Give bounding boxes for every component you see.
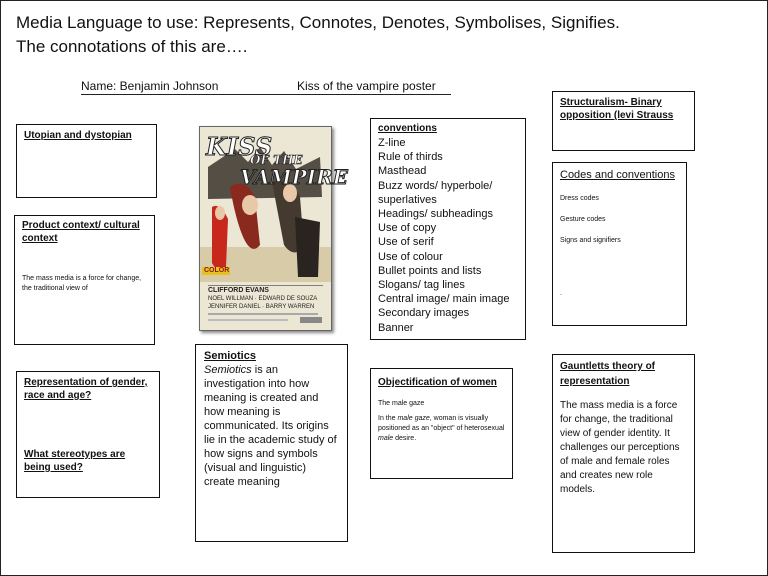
conventions-title: conventions bbox=[378, 123, 437, 134]
conventions-list bbox=[378, 136, 518, 335]
representation-title: Representation of gender, race and age? bbox=[24, 377, 148, 401]
list-item: Buzz words/ hyperbole/ bbox=[378, 179, 493, 192]
poster-credit-2: NOEL WILLMAN · EDWARD DE SOUZA bbox=[208, 296, 318, 302]
codes-dot: . bbox=[560, 290, 562, 297]
poster-credit-3: JENNIFER DANIEL · BARRY WARREN bbox=[208, 304, 315, 310]
kiss-of-the-vampire-poster bbox=[199, 126, 348, 331]
gauntlett-box bbox=[552, 354, 695, 553]
male-gaze-text-part: desire. bbox=[393, 435, 417, 442]
male-emphasis: male bbox=[378, 435, 394, 442]
poster-title: Kiss of the vampire poster bbox=[297, 79, 436, 93]
male-gaze-emphasis: male gaze bbox=[397, 415, 430, 422]
semiotics-definition: is an investigation into how meaning is created and how meaning is communicated. Its origins lie in the academic study of how signs and symbols (visual and linguistic) create meaning bbox=[204, 364, 337, 488]
utopian-title: Utopian and dystopian bbox=[24, 130, 132, 141]
list-item: Headings/ subheadings bbox=[378, 208, 493, 221]
name-line bbox=[81, 79, 451, 95]
gauntlett-title: Gauntletts theory of representation bbox=[560, 361, 656, 387]
list-item: Masthead bbox=[378, 165, 427, 178]
list-item: superlatives bbox=[378, 193, 437, 206]
semiotics-title: Semiotics bbox=[204, 350, 256, 362]
product-context-title: Product context/ cultural context bbox=[22, 220, 140, 244]
structuralism-box bbox=[552, 91, 695, 151]
dress-codes: Dress codes bbox=[560, 195, 599, 202]
objectification-title: Objectification of women bbox=[378, 377, 497, 388]
semiotics-text bbox=[204, 363, 339, 489]
list-item: Z-line bbox=[378, 137, 406, 149]
conventions-box bbox=[370, 118, 526, 340]
codes-title: Codes and conventions bbox=[560, 169, 675, 181]
product-context-box bbox=[14, 215, 155, 345]
poster-title-kiss: KISS bbox=[206, 132, 273, 161]
utopian-box bbox=[16, 124, 157, 198]
male-gaze-label: The male gaze bbox=[378, 400, 425, 407]
gesture-codes: Gesture codes bbox=[560, 216, 606, 223]
male-gaze-text bbox=[378, 414, 505, 444]
stereotypes-question: What stereotypes are being used? bbox=[24, 449, 126, 473]
objectification-box bbox=[370, 368, 513, 479]
list-item: Rule of thirds bbox=[378, 151, 443, 164]
semiotics-box bbox=[195, 344, 348, 542]
poster-color-badge: COLOR bbox=[204, 267, 230, 274]
signs-and-signifiers: Signs and signifiers bbox=[560, 237, 621, 244]
list-item: Use of colour bbox=[378, 250, 443, 263]
list-item: Use of copy bbox=[378, 222, 437, 235]
connotations-heading: The connotations of this are…. bbox=[16, 37, 248, 56]
student-name: Name: Benjamin Johnson bbox=[81, 79, 219, 93]
list-item: Slogans/ tag lines bbox=[378, 279, 465, 292]
gauntlett-text: The mass media is a force for change, the traditional view of gender identity. It challenges our perceptions of male and female roles and creates new role models. bbox=[560, 400, 680, 495]
list-item: Banner bbox=[378, 321, 414, 334]
male-gaze-text-part: In the bbox=[378, 415, 398, 422]
male-gaze-text-part: , woman is visually positioned as an "object" of heterosexual bbox=[378, 415, 505, 432]
list-item: Central image/ main image bbox=[378, 293, 510, 306]
product-context-text: The mass media is a force for change, the traditional view of bbox=[22, 275, 142, 292]
list-item: Use of serif bbox=[378, 236, 434, 249]
poster-title-vampire: VAMPIRE bbox=[240, 165, 348, 189]
structuralism-title: Structuralism- Binary opposition (levi Strauss bbox=[560, 97, 674, 121]
media-language-heading: Media Language to use: Represents, Connotes, Denotes, Symbolises, Signifies. bbox=[16, 13, 620, 32]
list-item: Secondary images bbox=[378, 307, 470, 320]
list-item: Bullet points and lists bbox=[378, 264, 482, 277]
representation-box bbox=[16, 371, 160, 498]
codes-box bbox=[552, 162, 687, 326]
poster-title-of-the: OF THE bbox=[250, 153, 303, 167]
semiotics-term: Semiotics bbox=[204, 364, 252, 376]
poster-credit-1: CLIFFORD EVANS bbox=[208, 287, 269, 294]
